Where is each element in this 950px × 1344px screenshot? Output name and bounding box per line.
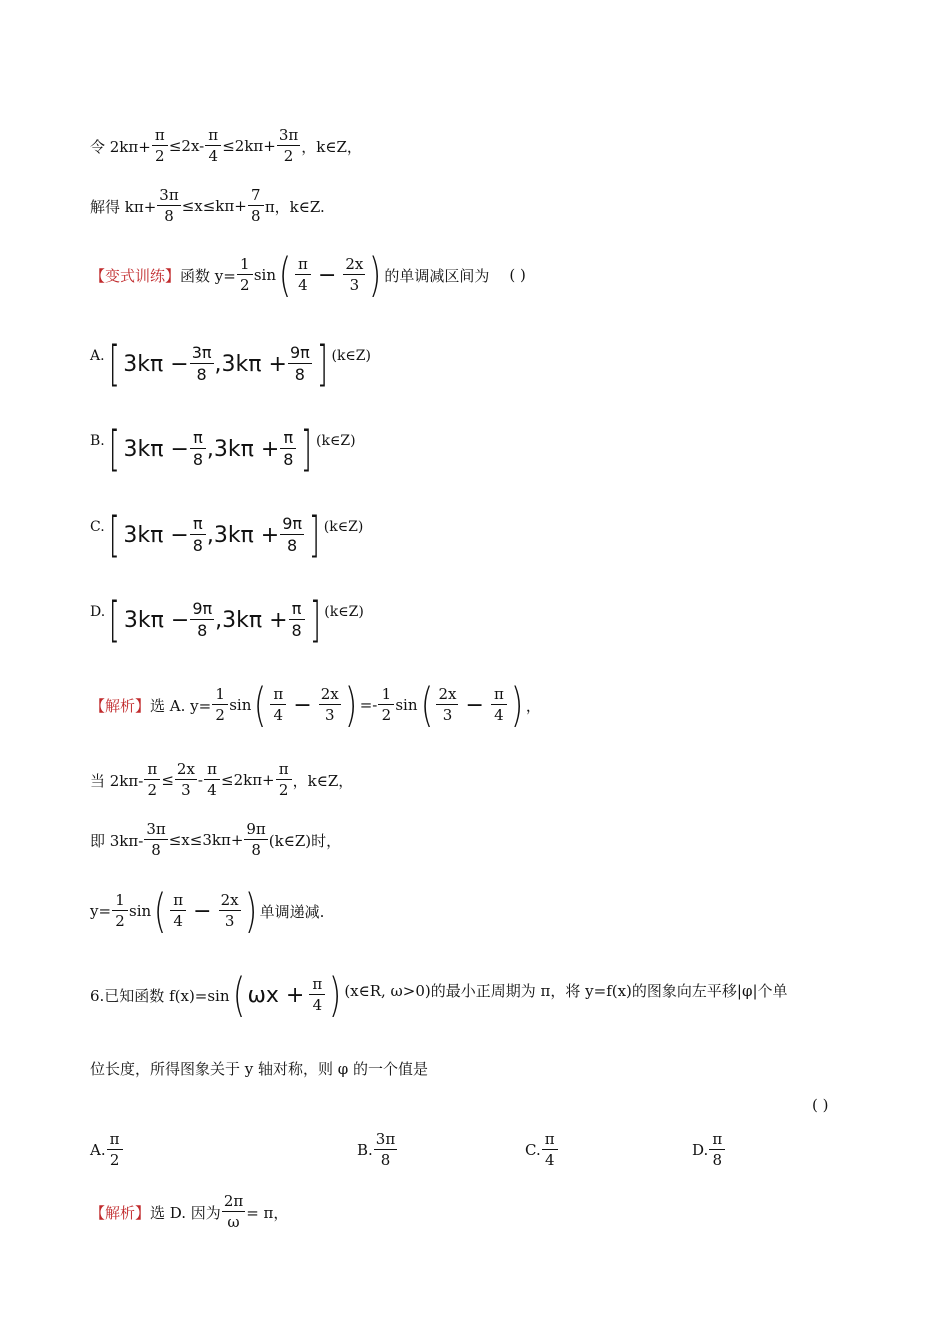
- numerator: 2x: [320, 685, 339, 703]
- numerator: π: [190, 430, 206, 449]
- denominator: 4: [273, 706, 284, 724]
- text: 的单调减区间为: [384, 266, 490, 285]
- option-a: [90, 336, 371, 392]
- numerator: 2x: [220, 891, 239, 909]
- fraction: [378, 687, 394, 723]
- fraction: [248, 188, 264, 224]
- text: (k∈Z)时，: [268, 831, 342, 850]
- text: π，k∈Z.: [264, 197, 325, 216]
- denominator: 4: [312, 996, 323, 1014]
- fraction: [222, 1194, 245, 1230]
- numerator: 9π: [246, 820, 266, 838]
- numerator: 3π: [375, 1130, 396, 1148]
- numerator: π: [491, 687, 507, 705]
- q6-option-d: [692, 1132, 726, 1168]
- left-paren: (: [153, 884, 167, 938]
- numerator: π: [144, 762, 160, 780]
- text: 选 D. 因为: [150, 1203, 221, 1222]
- numerator: 9π: [282, 514, 303, 533]
- text: 3kπ −: [123, 351, 189, 377]
- text: 3kπ −: [123, 607, 190, 633]
- interval: [124, 601, 306, 639]
- denominator: 8: [192, 536, 203, 555]
- denominator: 8: [192, 450, 203, 469]
- fraction: [190, 516, 206, 554]
- right-paren: ): [329, 968, 342, 1022]
- text: ，k∈Z，: [292, 771, 354, 790]
- fraction: [319, 687, 341, 723]
- left-bracket: [: [108, 421, 120, 477]
- denominator: 4: [298, 276, 308, 294]
- denominator: 2: [381, 706, 392, 724]
- q6-option-b: [357, 1132, 398, 1168]
- fraction: [277, 128, 300, 164]
- text: -: [197, 771, 203, 789]
- left-bracket: [: [108, 507, 120, 563]
- denominator: 2: [155, 147, 165, 165]
- minus-sign: −: [317, 262, 337, 288]
- numerator: 3π: [278, 126, 299, 144]
- text: ≤2kπ+: [221, 771, 275, 789]
- denominator: 8: [712, 1151, 723, 1169]
- denominator: 8: [251, 841, 261, 859]
- denominator: 8: [287, 536, 298, 555]
- minus-sign: −: [193, 898, 212, 924]
- text: (k∈Z): [316, 433, 356, 449]
- left-bracket: [: [108, 336, 120, 392]
- interval: [123, 516, 305, 554]
- denominator: 8: [196, 365, 207, 384]
- numerator: 2π: [223, 1192, 244, 1210]
- denominator: 8: [380, 1151, 391, 1169]
- text: 选 A. y=: [150, 696, 212, 715]
- numerator: π: [280, 430, 296, 449]
- minus-sign: −: [465, 692, 484, 718]
- right-paren: ): [510, 678, 524, 732]
- text: ≤2x-: [168, 137, 205, 155]
- numerator: π: [276, 762, 292, 780]
- text: 函数 y=: [180, 266, 236, 285]
- question-6-line-1: [90, 968, 788, 1022]
- option-label: D.: [692, 1141, 709, 1159]
- left-paren: (: [420, 678, 433, 732]
- text: ≤2kπ+: [222, 137, 276, 155]
- fraction: [212, 687, 228, 723]
- denominator: 4: [207, 781, 217, 799]
- denominator: 2: [115, 912, 125, 930]
- text: 位长度，所得图象关于 y 轴对称，则 φ 的一个值是: [90, 1060, 429, 1078]
- right-bracket: ]: [309, 592, 321, 648]
- derivation-line-1: [90, 128, 362, 164]
- question-6-line-2: [90, 1058, 428, 1079]
- interval: [123, 345, 312, 383]
- answer-blank: ( ): [509, 266, 526, 284]
- fraction: [144, 822, 167, 858]
- fraction: [219, 893, 241, 929]
- denominator: 2: [240, 276, 250, 294]
- denominator: 8: [151, 841, 161, 859]
- denominator: 8: [251, 207, 261, 225]
- fraction: [205, 128, 221, 164]
- fraction: [157, 188, 180, 224]
- text: 单调递减.: [259, 902, 325, 921]
- text: (k∈Z): [324, 604, 364, 620]
- numerator: 2x: [176, 760, 195, 778]
- denominator: 3: [181, 781, 191, 799]
- denominator: 3: [442, 706, 453, 724]
- denominator: 8: [197, 621, 208, 640]
- left-paren: (: [254, 678, 267, 732]
- denominator: ω: [227, 1213, 240, 1231]
- text: ,3kπ +: [215, 607, 288, 633]
- fraction: [112, 893, 128, 929]
- numerator: π: [152, 128, 168, 146]
- right-bracket: ]: [316, 336, 328, 392]
- left-bracket: [: [108, 592, 121, 648]
- denominator: 4: [208, 147, 218, 165]
- numerator: 1: [378, 687, 394, 705]
- text: sin: [129, 902, 152, 920]
- numerator: π: [205, 128, 221, 146]
- right-bracket: ]: [308, 507, 321, 563]
- text: ，k∈Z，: [301, 137, 362, 156]
- fraction: [190, 601, 214, 639]
- option-label: B.: [357, 1141, 373, 1159]
- fraction: [542, 1132, 558, 1168]
- numerator: π: [270, 687, 286, 705]
- numerator: π: [289, 601, 305, 620]
- right-paren: ): [369, 248, 382, 302]
- fraction: [244, 822, 267, 858]
- text: y=: [90, 902, 112, 920]
- numerator: 1: [212, 687, 228, 705]
- text: (k∈Z): [331, 348, 371, 364]
- option-label: A.: [90, 1141, 106, 1159]
- numerator: 1: [237, 257, 253, 275]
- option-d: [90, 592, 364, 648]
- option-label: C.: [90, 519, 105, 535]
- denominator: 8: [294, 365, 305, 384]
- section-tag: 【解析】: [90, 696, 151, 715]
- fraction: [170, 893, 186, 929]
- text: 3kπ −: [123, 436, 189, 462]
- denominator: 2: [109, 1151, 120, 1169]
- numerator: π: [107, 1132, 123, 1150]
- text: ，: [525, 696, 541, 715]
- numerator: π: [709, 1132, 725, 1150]
- fraction: [295, 257, 311, 293]
- derivation-line-2: [90, 188, 325, 224]
- fraction: [436, 687, 458, 723]
- fraction: [289, 601, 305, 639]
- interval: [123, 430, 297, 468]
- denominator: 3: [324, 706, 335, 724]
- denominator: 2: [147, 781, 158, 799]
- text: 6.已知函数 f(x)=sin: [90, 986, 230, 1005]
- text: ,3kπ +: [214, 351, 287, 377]
- denominator: 3: [349, 276, 360, 294]
- fraction: [237, 257, 253, 293]
- omega-x: ωx +: [247, 982, 305, 1008]
- text: sin: [229, 696, 252, 714]
- text: ,3kπ +: [206, 522, 280, 548]
- text: ≤x≤kπ+: [181, 197, 247, 215]
- text: =-: [359, 696, 378, 714]
- text: 解得 kπ+: [90, 197, 157, 216]
- denominator: 8: [283, 450, 294, 469]
- right-paren: ): [244, 884, 257, 938]
- numerator: 9π: [289, 343, 310, 362]
- solution-line-3: [90, 822, 341, 858]
- fraction: [190, 345, 214, 383]
- fraction: [288, 345, 312, 383]
- question-6-blank: [812, 1096, 828, 1114]
- solution-line-2: [90, 762, 353, 798]
- numerator: π: [309, 977, 325, 995]
- numerator: π: [542, 1132, 558, 1150]
- text: sin: [253, 266, 276, 284]
- text: ≤: [161, 771, 174, 789]
- q6-option-c: [525, 1132, 559, 1168]
- q6-option-a: [90, 1132, 124, 1168]
- fraction: [280, 430, 296, 468]
- numerator: π: [190, 516, 206, 535]
- numerator: π: [170, 893, 186, 911]
- fraction: [204, 762, 220, 798]
- numerator: π: [204, 762, 220, 780]
- denominator: 4: [173, 912, 183, 930]
- text: 3kπ −: [123, 522, 189, 548]
- option-b: [90, 421, 356, 477]
- denominator: 2: [278, 781, 289, 799]
- left-paren: (: [278, 248, 292, 302]
- denominator: 2: [215, 706, 225, 724]
- numerator: 1: [112, 893, 128, 911]
- text: (x∈R, ω>0)的最小正周期为 π，将 y=f(x)的图象向左平移|φ|个单: [344, 982, 788, 1000]
- text: sin: [395, 696, 418, 714]
- option-label: B.: [90, 433, 105, 449]
- fraction: [175, 762, 197, 798]
- solution-6: [90, 1194, 288, 1230]
- denominator: 2: [283, 147, 294, 165]
- solution-line-4: [90, 884, 325, 938]
- fraction: [491, 687, 507, 723]
- denominator: 4: [494, 706, 504, 724]
- answer-blank: ( ): [812, 1096, 829, 1114]
- denominator: 3: [224, 912, 235, 930]
- numerator: 2x: [345, 255, 364, 273]
- fraction: [270, 687, 286, 723]
- numerator: 3π: [191, 343, 212, 362]
- fraction: [276, 762, 292, 798]
- option-label: C.: [525, 1141, 541, 1159]
- text: ≤x≤3kπ+: [168, 831, 244, 849]
- fraction: [190, 430, 206, 468]
- option-label: D.: [90, 604, 106, 620]
- numerator: π: [295, 257, 311, 275]
- fraction: [709, 1132, 725, 1168]
- option-label: A.: [90, 348, 105, 364]
- text: = π，: [246, 1203, 289, 1222]
- numerator: 3π: [146, 820, 166, 838]
- fraction: [374, 1132, 397, 1168]
- minus-sign: −: [293, 692, 312, 718]
- text: 即 3kπ-: [90, 831, 144, 850]
- text: (k∈Z): [323, 519, 364, 535]
- fraction: [343, 257, 365, 293]
- numerator: 9π: [192, 599, 213, 618]
- right-bracket: ]: [301, 421, 313, 477]
- left-paren: (: [232, 968, 245, 1022]
- option-c: [90, 507, 364, 563]
- text: 当 2kπ-: [90, 771, 144, 790]
- section-tag: 【解析】: [90, 1203, 151, 1222]
- text: 令 2kπ+: [90, 137, 151, 156]
- fraction: [144, 762, 160, 798]
- fraction: [152, 128, 168, 164]
- denominator: 4: [544, 1151, 555, 1169]
- right-paren: ): [344, 678, 358, 732]
- fraction: [107, 1132, 123, 1168]
- numerator: 7: [248, 188, 264, 206]
- variant-question: [90, 248, 526, 302]
- fraction: [280, 516, 304, 554]
- fraction: [309, 977, 325, 1013]
- numerator: 2x: [438, 685, 457, 703]
- solution-line-1: [90, 678, 541, 732]
- denominator: 8: [164, 207, 174, 225]
- numerator: 3π: [159, 186, 179, 204]
- section-tag: 【变式训练】: [90, 266, 181, 285]
- denominator: 8: [291, 621, 302, 640]
- text: ,3kπ +: [206, 436, 280, 462]
